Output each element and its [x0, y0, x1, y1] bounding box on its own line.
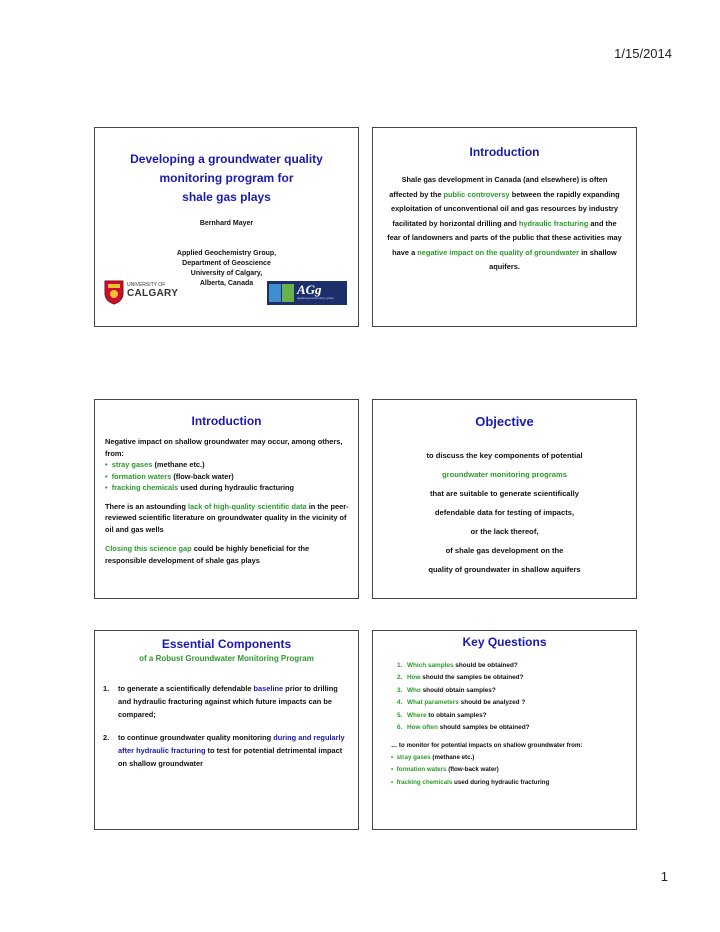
text-segment: to generate a scientifically defendable	[118, 684, 254, 693]
item-number: 5.	[397, 711, 403, 719]
text-segment: prior to drilling and hydraulic fracturing against which future impacts can be compared;	[118, 684, 338, 719]
objective-line-highlight: groundwater monitoring programs	[442, 470, 567, 479]
university-calgary-logo	[103, 279, 179, 305]
list-item	[397, 697, 630, 709]
question-rest: should obtain samples?	[420, 686, 496, 694]
highlight-segment: lack of high-quality scientific data	[187, 501, 307, 511]
question-rest: to obtain samples?	[426, 711, 487, 719]
affiliation-line: Department of Geoscience	[182, 260, 271, 267]
text-segment: Shale gas development in Canada (and elsewhere) is often affected by the	[389, 175, 608, 199]
questions-list	[397, 660, 630, 734]
question-highlight: How often	[407, 724, 438, 732]
question-rest: should be obtained?	[453, 662, 518, 669]
title-line: Developing a groundwater quality	[130, 152, 323, 166]
item-number: 6.	[397, 724, 403, 732]
list-item	[103, 731, 350, 770]
question-highlight: What parameters	[407, 699, 459, 707]
affiliation-line: University of Calgary,	[190, 270, 263, 277]
logo-photo	[282, 284, 294, 302]
bullet-rest: (methane etc.)	[430, 754, 475, 762]
question-highlight: Which samples	[407, 662, 454, 669]
list-item	[103, 682, 350, 721]
slide-heading: Introduction	[469, 145, 540, 159]
highlight-segment: negative impact on the quality of groundwater	[417, 247, 580, 257]
monitor-lead: … to monitor for potential impacts on shallow groundwater from:	[391, 742, 583, 749]
item-number: 1.	[103, 684, 110, 693]
highlight-segment: during and regularly after hydraulic fracturing	[118, 733, 345, 755]
bullet-rest: (flow-back water)	[446, 766, 499, 774]
logo-text-line2: CALGARY	[127, 288, 179, 299]
impact-list	[105, 459, 350, 494]
title-line: monitoring program for	[159, 171, 294, 185]
slide-introduction-1	[372, 127, 637, 327]
logo-text-line1: UNIVERSITY OF	[127, 282, 166, 288]
slide-key-questions	[372, 630, 637, 830]
highlight-segment: public controversy	[443, 189, 510, 199]
lead-text: Negative impact on shallow groundwater may occur, among others, from:	[105, 437, 343, 458]
item-number: 2.	[103, 733, 110, 742]
page-number: 1	[660, 869, 668, 884]
list-item	[397, 685, 630, 697]
logo-photo	[269, 284, 281, 302]
affiliation-line: Alberta, Canada	[199, 280, 254, 287]
question-highlight: How	[407, 674, 421, 682]
question-highlight: Where	[407, 711, 427, 719]
text-segment: between the rapidly expanding exploitation of unconventional oil and gas resources by industry facilitated by horizontal drilling and	[390, 189, 620, 228]
bullet-highlight: stray gases	[111, 460, 153, 469]
list-item: • fracking chemicals used during hydraulic fracturing	[391, 778, 550, 786]
objective-text	[373, 446, 636, 579]
slide-subheading: of a Robust Groundwater Monitoring Program	[139, 654, 314, 663]
monitor-section	[391, 740, 632, 789]
bullet-highlight: formation waters	[111, 471, 172, 481]
slide-heading: Objective	[475, 414, 534, 429]
list-item	[397, 660, 630, 672]
agg-logo-text: AGg	[297, 282, 322, 297]
science-gap-paragraph	[105, 543, 350, 566]
text-segment: to continue groundwater quality monitoring	[118, 733, 274, 742]
list-item: • stray gases (methane etc.)	[391, 754, 475, 762]
item-number: 2.	[397, 674, 403, 682]
components-list	[103, 682, 350, 770]
slide-heading: Key Questions	[462, 635, 547, 649]
list-item	[397, 710, 630, 722]
text-segment: could be highly beneficial for the responsible development of shale gas plays	[105, 544, 310, 565]
agg-logo-subtext: applied geochemistry group	[297, 296, 334, 300]
objective-line: or the lack thereof,	[470, 527, 539, 536]
text-segment: and the fear of landowners and parts of the public that these activities may have a	[387, 218, 622, 257]
slide-essential-components	[94, 630, 359, 830]
bullet-highlight: stray gases	[396, 754, 431, 762]
bullet-highlight: fracking chemicals	[396, 778, 453, 786]
objective-line: to discuss the key components of potential	[426, 451, 583, 460]
text-segment: There is an astounding	[105, 501, 188, 511]
author: Bernhard Mayer	[199, 220, 254, 227]
slide-title-heading	[95, 150, 358, 207]
objective-line: that are suitable to generate scientifically	[430, 489, 579, 498]
bullet-rest: (flow-back water)	[171, 471, 234, 481]
bullet-rest: used during hydraulic fracturing	[178, 483, 295, 492]
crest-icon	[103, 279, 125, 305]
slide-title	[94, 127, 359, 327]
introduction-paragraph	[387, 173, 622, 275]
objective-line: defendable data for testing of impacts,	[434, 508, 575, 517]
slide-body	[105, 436, 350, 566]
text-segment: in the peer-reviewed scientific literature on groundwater quality in the vicinity of oil and gas wells	[105, 501, 349, 534]
item-number: 4.	[397, 699, 403, 707]
affiliation-line: Applied Geochemistry Group,	[176, 250, 277, 257]
list-item	[397, 722, 630, 734]
objective-line: quality of groundwater in shallow aquifers	[428, 565, 581, 574]
bullet-rest: (methane etc.)	[152, 460, 205, 469]
title-line: shale gas plays	[182, 190, 271, 204]
objective-line: of shale gas development on the	[445, 546, 564, 555]
monitor-list	[391, 752, 632, 789]
question-highlight: Who	[407, 686, 421, 694]
science-data-paragraph	[105, 501, 350, 536]
question-rest: should be analyzed ?	[458, 699, 526, 707]
bullet-highlight: fracking chemicals	[111, 483, 179, 492]
bullet-highlight: formation waters	[396, 766, 447, 774]
item-number: 1.	[397, 662, 403, 669]
list-item: • formation waters (flow-back water)	[391, 766, 499, 774]
text-segment: in shallow aquifers.	[489, 247, 617, 271]
slide-introduction-2	[94, 399, 359, 599]
list-item	[397, 672, 630, 684]
item-number: 3.	[397, 686, 403, 694]
slide-objective	[372, 399, 637, 599]
list-item: • stray gases (methane etc.)	[105, 460, 205, 469]
text-segment: to test for potential detrimental impact on shallow groundwater	[118, 746, 343, 768]
highlight-segment: Closing this science gap	[105, 544, 192, 553]
agg-logo	[267, 281, 347, 305]
list-item: • formation waters (flow-back water)	[105, 471, 234, 481]
question-rest: should the samples be obtained?	[420, 674, 524, 682]
slide-heading: Introduction	[191, 414, 262, 428]
highlight-segment: hydraulic fracturing	[518, 218, 589, 228]
slide-heading: Essential Components	[161, 637, 292, 651]
question-rest: should samples be obtained?	[437, 724, 530, 732]
header-date: 1/15/2014	[614, 46, 672, 61]
bullet-rest: used during hydraulic fracturing	[452, 778, 550, 786]
list-item: • fracking chemicals used during hydraulic fracturing	[105, 483, 295, 492]
highlight-segment: baseline	[253, 684, 284, 693]
